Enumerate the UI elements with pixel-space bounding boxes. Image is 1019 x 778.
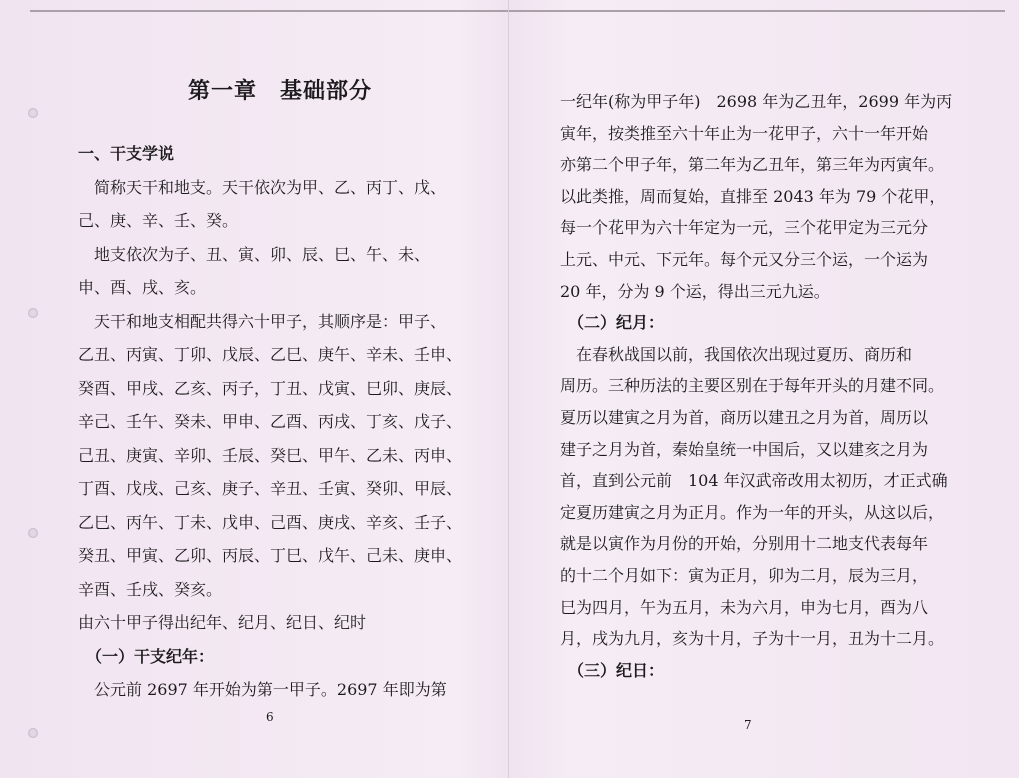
text-line: 乙丑、丙寅、丁卯、戊辰、乙巳、庚午、辛未、壬申、	[78, 345, 463, 364]
binding-hole	[28, 528, 38, 538]
text-line: 公元前 2697 年开始为第一甲子。2697 年即为第	[78, 680, 447, 699]
text-line: 天干和地支相配共得六十甲子，其顺序是：甲子、	[78, 311, 447, 331]
text-line: 丁酉、戊戌、己亥、庚子、辛丑、壬寅、癸卯、甲辰、	[78, 479, 463, 498]
text-line: 乙巳、丙午、丁未、戊申、己酉、庚戌、辛亥、壬子、	[78, 512, 463, 532]
text-line: 20 年，分为 9 个运，得出三元九运。	[560, 281, 830, 301]
text-line: 由六十甲子得出纪年、纪月、纪日、纪时	[78, 613, 367, 632]
text-line: 辛己、壬午、癸未、甲申、乙酉、丙戌、丁亥、戊子、	[78, 412, 463, 431]
text-line: 辛酉、壬戌、癸亥。	[78, 579, 223, 599]
chapter-title: 第一章 基础部分	[188, 78, 373, 104]
text-line: 简称天干和地支。天干依次为甲、乙、丙丁、戊、	[78, 177, 447, 197]
text-line: 周历。三种历法的主要区别在于每年开头的月建不同。	[560, 376, 945, 396]
binding-hole	[28, 728, 38, 738]
text-line: 上元、中元、下元年。每个元又分三个运，一个运为	[560, 250, 929, 269]
text-line: 以此类推，周而复始，直排至 2043 年为 79 个花甲，	[560, 186, 946, 206]
text-line: 首，直到公元前 104 年汉武帝改用太初历，才正式确	[560, 471, 948, 491]
text-line: 月，戌为九月，亥为十月，子为十一月，丑为十二月。	[560, 629, 945, 649]
text-line: 定夏历建寅之月为正月。作为一年的开头，从这以后，	[560, 502, 945, 522]
text-line: 癸酉、甲戌、乙亥、丙子，丁丑、戊寅、巳卯、庚辰、	[78, 378, 463, 398]
text-line: 巳为四月，午为五月，未为六月，申为七月，酉为八	[560, 597, 929, 617]
book-gutter	[508, 0, 509, 778]
text-line: 己、庚、辛、壬、癸。	[78, 211, 239, 230]
text-line: 的十二个月如下：寅为正月，卯为二月，辰为三月，	[560, 566, 929, 585]
binding-hole	[28, 108, 38, 118]
text-line: 地支依次为子、丑、寅、卯、辰、巳、午、未、	[78, 244, 431, 264]
binding-hole	[28, 308, 38, 318]
text-line: 每一个花甲为六十年定为一元，三个花甲定为三元分	[560, 218, 929, 238]
page-number-left: 6	[266, 710, 274, 724]
text-line: 亦第二个甲子年，第二年为乙丑年，第三年为丙寅年。	[560, 155, 945, 175]
text-line: 申、酉、戌、亥。	[78, 278, 207, 297]
text-line: 夏历以建寅之月为首，商历以建丑之月为首，周历以	[560, 408, 929, 427]
text-line: 在春秋战国以前，我国依次出现过夏历、商历和	[560, 344, 913, 364]
text-line: （二）纪月：	[560, 313, 665, 333]
text-line: 就是以寅作为月份的开始，分别用十二地支代表每年	[560, 534, 929, 554]
text-line: 一纪年(称为甲子年) 2698 年为乙丑年，2699 年为丙	[560, 92, 953, 111]
text-line: 建子之月为首，秦始皇统一中国后，又以建亥之月为	[560, 439, 929, 459]
text-line: 一、干支学说	[78, 144, 175, 163]
text-line: 癸丑、甲寅、乙卯、丙辰、丁巳、戊午、己未、庚申、	[78, 546, 463, 565]
right-page	[560, 0, 960, 778]
text-line: 己丑、庚寅、辛卯、壬辰、癸巳、甲午、乙未、丙申、	[78, 445, 463, 465]
text-line: （一）干支纪年：	[78, 646, 215, 666]
left-page	[78, 0, 478, 778]
page-number-right: 7	[744, 718, 752, 732]
text-line: （三）纪日：	[560, 660, 665, 680]
text-line: 寅年，按类推至六十年止为一花甲子，六十一年开始	[560, 123, 929, 143]
